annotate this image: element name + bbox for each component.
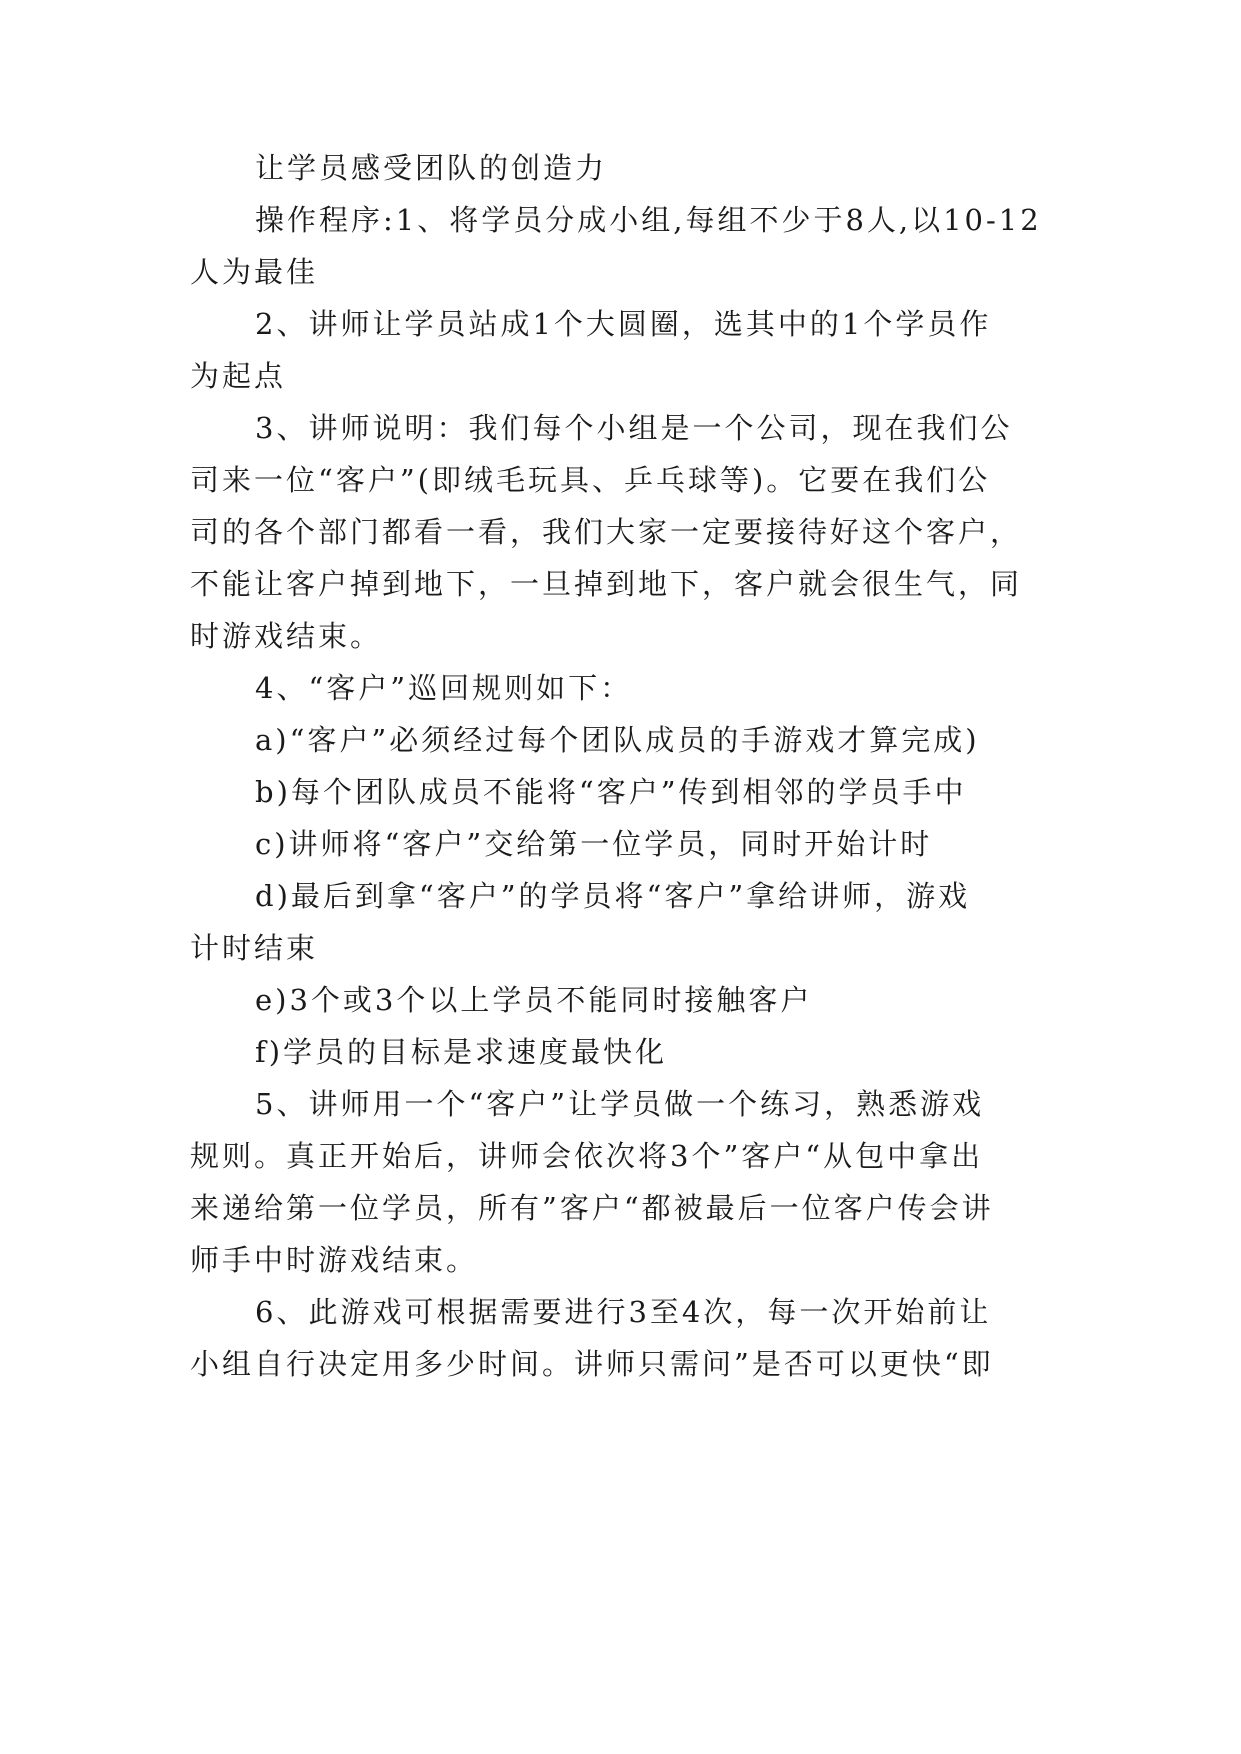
text-line: 司的各个部门都看一看，我们大家一定要接待好这个客户， [190,515,1023,549]
text-line: b)每个团队成员不能将“客户”传到相邻的学员手中 [255,775,967,809]
text-line: 师手中时游戏结束。 [190,1243,479,1277]
text-line: 让学员感受团队的创造力 [255,151,608,185]
text-line: 5、讲师用一个“客户”让学员做一个练习，熟悉游戏 [255,1087,985,1121]
text-line: 4、“客户”巡回规则如下： [255,671,633,705]
text-line: d)最后到拿“客户”的学员将“客户”拿给讲师，游戏 [255,879,971,913]
text-line: 不能让客户掉到地下，一旦掉到地下，客户就会很生气，同 [190,567,1023,601]
text-line: 人为最佳 [190,255,319,289]
text-line: 小组自行决定用多少时间。讲师只需问”是否可以更快“即 [190,1347,994,1381]
text-line: c)讲师将“客户”交给第一位学员，同时开始计时 [255,827,933,861]
text-line: 时游戏结束。 [190,619,383,653]
text-line: 2、讲师让学员站成1个大圆圈，选其中的1个学员作 [255,307,992,341]
text-line: 6、此游戏可根据需要进行3至4次，每一次开始前让 [255,1295,992,1329]
text-line: 3、讲师说明：我们每个小组是一个公司，现在我们公 [255,411,1013,445]
text-line: 为起点 [190,359,287,393]
text-line: a)“客户”必须经过每个团队成员的手游戏才算完成) [255,723,980,757]
text-line: 操作程序:1、将学员分成小组,每组不少于8人,以10-12 [255,203,1042,237]
text-line: f)学员的目标是求速度最快化 [255,1035,668,1069]
text-line: 计时结束 [190,931,319,965]
text-line: e)3个或3个以上学员不能同时接触客户 [255,983,813,1017]
text-line: 来递给第一位学员，所有”客户“都被最后一位客户传会讲 [190,1191,994,1225]
text-line: 司来一位“客户”(即绒毛玩具、乒乓球等)。它要在我们公 [190,463,991,497]
text-line: 规则。真正开始后，讲师会依次将3个”客户“从包中拿出 [190,1139,984,1173]
